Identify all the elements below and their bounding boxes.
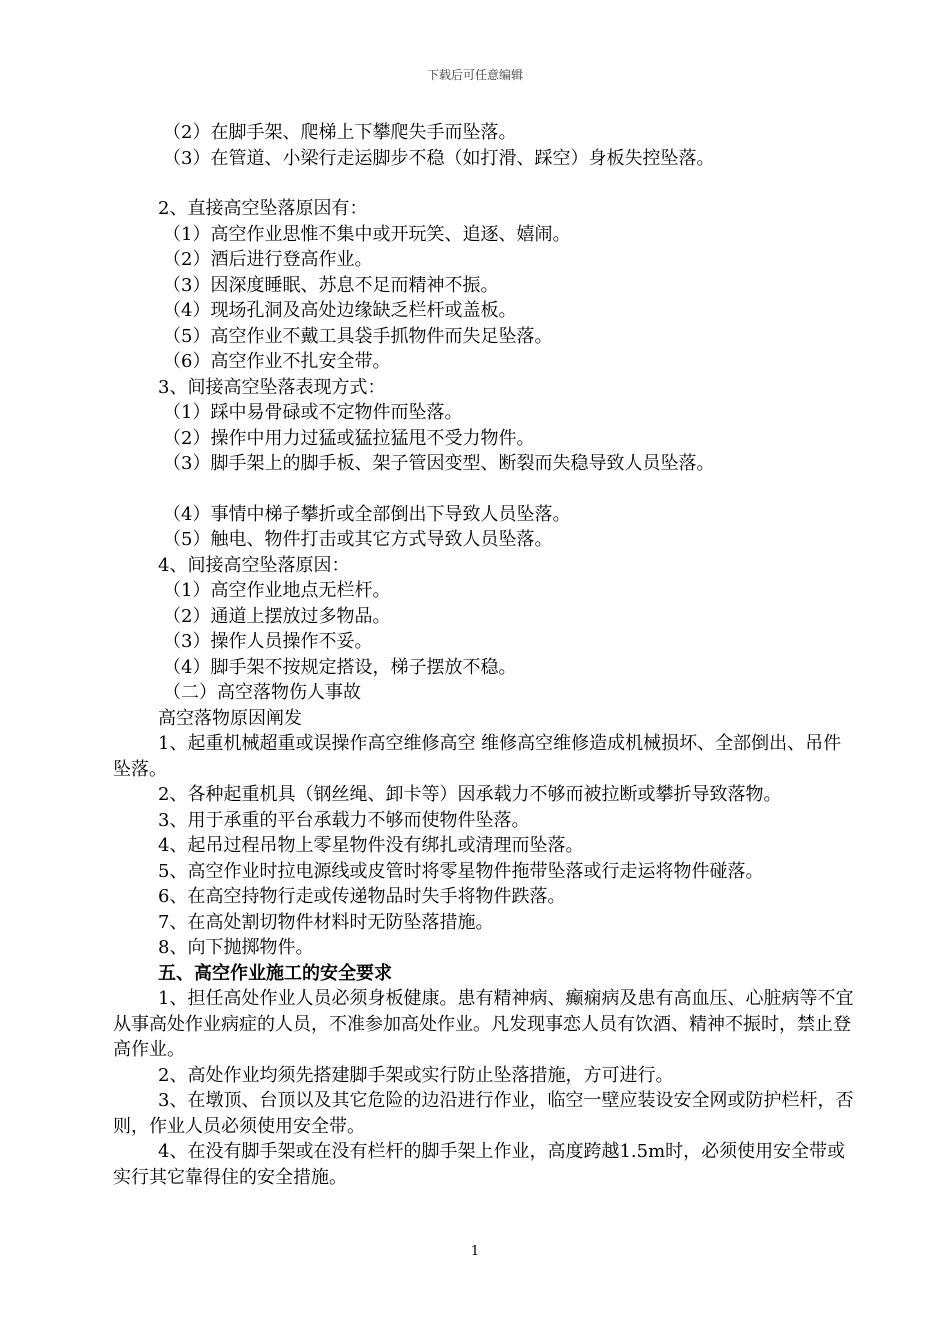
paragraph: 4、间接高空坠落原因： (158, 554, 350, 576)
page-header: 下载后可任意编辑 (426, 68, 523, 82)
paragraph: （2）通道上摆放过多物品。 (163, 605, 391, 627)
paragraph: 6、在高空持物行走或传递物品时失手将物件跌落。 (158, 886, 566, 907)
paragraph: （6）高空作业不扎安全带。 (163, 351, 391, 372)
paragraph: 1、担任高处作业人员必须身板健康。患有精神病、癫痫病及患有高血压、心脏病等不宜从事高处作业病症的人员，不准参加高处作业。凡发现事恋人员有饮酒、精神不振时，禁止登高作业。 (113, 988, 854, 1060)
paragraph: （4）事情中梯子攀折或全部倒出下导致人员坠落。 (163, 503, 571, 525)
section-heading: 五、高空作业施工的安全要求 (158, 962, 392, 984)
paragraph: （3）脚手架上的脚手板、架子管因变型、断裂而失稳导致人员坠落。 (163, 453, 715, 474)
paragraph: （2）酒后进行登高作业。 (163, 249, 373, 270)
paragraph: （4）现场孔洞及高处边缘缺乏栏杆或盖板。 (163, 300, 517, 321)
paragraph: 3、在墩顶、台顶以及其它危险的边沿进行作业，临空一壁应装设安全网或防护栏杆，否则，作业人员必须使用安全带。 (113, 1090, 854, 1137)
paragraph: （1）高空作业思惟不集中或开玩笑、追逐、嬉闹。 (163, 223, 571, 245)
paragraph: 1、起重机械超重或误操作高空维修高空 维修高空维修造成机械损坏、全部倒出、吊件坠落。 (113, 733, 842, 780)
paragraph: （2）在脚手架、爬梯上下攀爬失手而坠落。 (163, 122, 517, 143)
paragraph: （5）高空作业不戴工具袋手抓物件而失足坠落。 (163, 325, 553, 347)
paragraph: 4、在没有脚手架或在没有栏杆的脚手架上作业，高度跨越1.5m时，必须使用安全带或实行其它靠得住的安全措施。 (113, 1141, 846, 1188)
document-body (113, 120, 858, 1190)
paragraph: （5）触电、物件打击或其它方式导致人员坠落。 (163, 529, 553, 550)
paragraph: （二）高空落物伤人事故 (163, 682, 361, 703)
paragraph: （3）操作人员操作不妥。 (163, 631, 373, 652)
paragraph: （3）在管道、小梁行走运脚步不稳（如打滑、踩空）身板失控坠落。 (163, 147, 715, 169)
paragraph: 4、起吊过程吊物上零星物件没有绑扎或清理而坠落。 (158, 835, 584, 856)
paragraph: 7、在高处割切物件材料时无防坠落措施。 (158, 911, 494, 933)
paragraph: （2）操作中用力过猛或猛拉猛甩不受力物件。 (163, 427, 535, 449)
paragraph: 8、向下抛掷物件。 (158, 937, 314, 958)
page-number: 1 (470, 1244, 480, 1259)
paragraph: （1）高空作业地点无栏杆。 (163, 580, 391, 601)
paragraph: 5、高空作业时拉电源线或皮管时将零星物件拖带坠落或行走运将物件碰落。 (158, 860, 764, 882)
paragraph: 3、用于承重的平台承载力不够而使物件坠落。 (158, 809, 530, 831)
paragraph: （3）因深度睡眠、苏息不足而精神不振。 (163, 274, 499, 296)
paragraph: 2、高处作业均须先搭建脚手架或实行防止坠落措施，方可进行。 (158, 1064, 674, 1086)
paragraph: 2、各种起重机具（钢丝绳、卸卡等）因承载力不够而被拉断或攀折导致落物。 (158, 784, 782, 805)
paragraph: （4）脚手架不按规定搭设，梯子摆放不稳。 (163, 656, 517, 678)
paragraph: （1）踩中易骨碌或不定物件而坠落。 (163, 402, 463, 423)
paragraph: 2、直接高空坠落原因有： (158, 198, 368, 219)
paragraph: 3、间接高空坠落表现方式： (158, 376, 386, 398)
paragraph: 高空落物原因阐发 (158, 707, 302, 729)
